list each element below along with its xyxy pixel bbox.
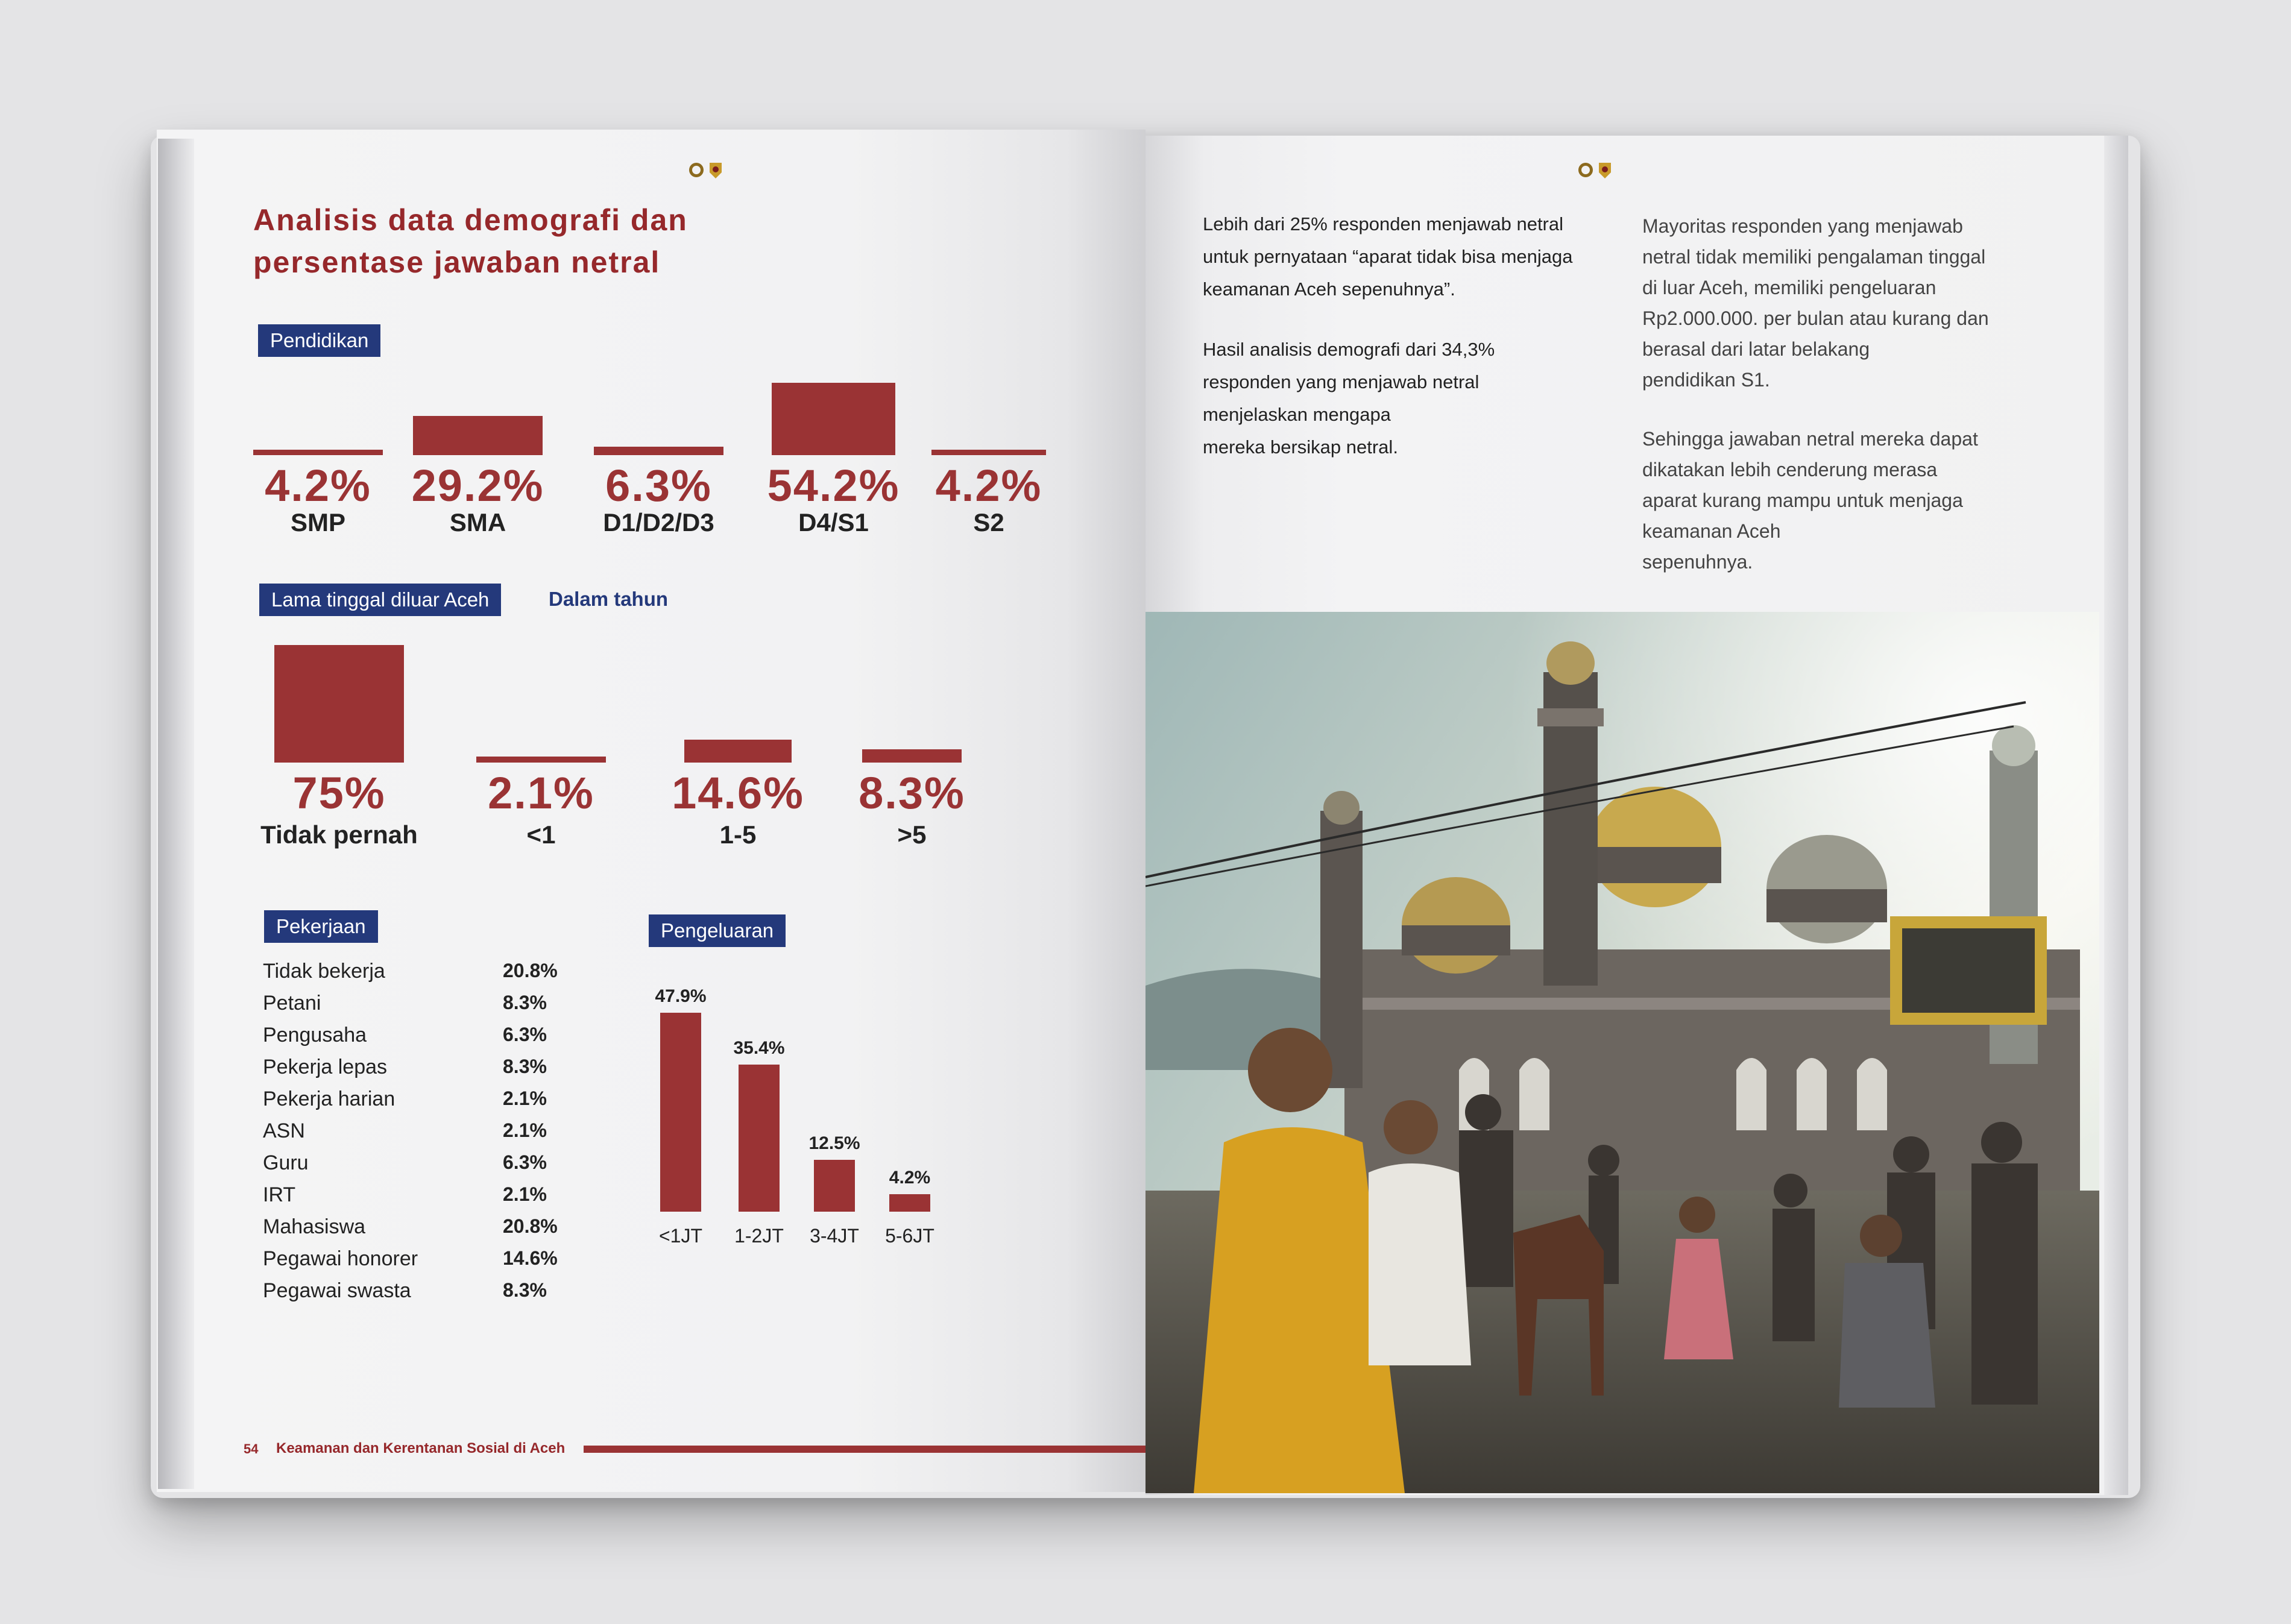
pengeluaran-value-label: 47.9% [655, 986, 707, 1006]
pendidikan-value-label: 6.3% [605, 461, 712, 511]
pendidikan-category-label: D4/S1 [798, 508, 869, 537]
pengeluaran-bar-0 [660, 1013, 701, 1212]
right-col2 [1642, 211, 2076, 578]
text-line: berasal dari latar belakang [1642, 338, 1870, 360]
pengeluaran-category-label: 5-6JT [885, 1225, 934, 1247]
text-line: Mayoritas responden yang menjawab [1642, 215, 1963, 237]
pekerjaan-row-value: 2.1% [503, 1087, 547, 1109]
pekerjaan-row-value: 20.8% [503, 1215, 558, 1237]
lama-tinggal-sublabel: Dalam tahun [549, 588, 669, 610]
text-line: keamanan Aceh [1642, 520, 1781, 542]
pekerjaan-row-label: Guru [263, 1151, 309, 1174]
text-line: menjelaskan mengapa [1203, 404, 1391, 425]
lama-tinggal-value-label: 75% [292, 768, 386, 818]
text-line: responden yang menjawab netral [1203, 371, 1480, 392]
pekerjaan-row-label: Petani [263, 992, 321, 1015]
lama-tinggal-category-label: 1-5 [719, 820, 757, 849]
emblem-icon [1574, 158, 1622, 182]
right-page-edge [2104, 136, 2128, 1495]
mosque-photo [1146, 612, 2099, 1493]
pekerjaan-row-label: ASN [263, 1119, 305, 1142]
pengeluaran-value-label: 35.4% [733, 1038, 785, 1059]
text-line: Lebih dari 25% responden menjawab netral [1203, 213, 1564, 234]
pendidikan-bar-D4/S1 [772, 383, 895, 455]
text-line: di luar Aceh, memiliki pengeluaran [1642, 277, 1936, 298]
text-line: Sehingga jawaban netral mereka dapat [1642, 428, 1978, 450]
pekerjaan-row-value: 2.1% [503, 1119, 547, 1141]
pendidikan-bar-S2 [931, 450, 1046, 455]
pendidikan-label: Pendidikan [258, 324, 380, 357]
page-title [253, 199, 796, 283]
lama-tinggal-bar-2 [684, 740, 792, 763]
text-line: aparat kurang mampu untuk menjaga [1642, 489, 1963, 511]
pekerjaan-label: Pekerjaan [264, 910, 378, 943]
pekerjaan-row-label: Mahasiswa [263, 1215, 366, 1238]
pekerjaan-row-label: Pekerja lepas [263, 1056, 388, 1078]
lama-tinggal-category-label: >5 [897, 820, 927, 849]
pekerjaan-row-label: IRT [263, 1183, 296, 1206]
pengeluaran-value-label: 4.2% [889, 1168, 931, 1188]
pekerjaan-row-label: Pengusaha [263, 1024, 367, 1046]
lama-tinggal-bar-0 [274, 645, 404, 763]
left-page-edge [158, 139, 194, 1489]
header-logo-left [684, 158, 733, 185]
header-logo-right [1574, 158, 1622, 185]
lama-tinggal-category-label: <1 [526, 820, 556, 849]
pengeluaran-label: Pengeluaran [649, 914, 786, 947]
lama-tinggal-chart [260, 633, 1013, 850]
pekerjaan-row-value: 2.1% [503, 1183, 547, 1205]
pekerjaan-row-label: Pegawai honorer [263, 1247, 418, 1270]
col2-paragraph-2 [1642, 424, 2076, 578]
pengeluaran-bar-2 [814, 1160, 855, 1212]
pekerjaan-row-value: 8.3% [503, 992, 547, 1013]
pengeluaran-category-label: 1-2JT [734, 1225, 784, 1247]
pekerjaan-row-label: Pegawai swasta [263, 1279, 411, 1302]
lama-tinggal-value-label: 2.1% [488, 768, 594, 818]
pekerjaan-row-value: 6.3% [503, 1151, 547, 1173]
text-line: keamanan Aceh sepenuhnya”. [1203, 279, 1455, 300]
lama-tinggal-value-label: 14.6% [672, 768, 804, 818]
lama-tinggal-label: Lama tinggal diluar Aceh [259, 584, 501, 616]
lama-tinggal-bar-1 [476, 757, 606, 763]
footer-text: Keamanan dan Kerentanan Sosial di Aceh [276, 1440, 566, 1456]
pendidikan-category-label: SMA [449, 508, 506, 537]
pendidikan-category-label: SMP [290, 508, 345, 537]
pekerjaan-row-value: 8.3% [503, 1279, 547, 1301]
emblem-icon [684, 158, 733, 182]
pendidikan-value-label: 4.2% [935, 461, 1042, 511]
text-line: sepenuhnya. [1642, 551, 1753, 573]
pendidikan-value-label: 29.2% [411, 461, 544, 511]
mosque-scene-illustration [1146, 612, 2099, 1493]
pendidikan-value-label: 54.2% [767, 461, 900, 511]
pendidikan-chart [253, 362, 1061, 543]
pendidikan-value-label: 4.2% [265, 461, 371, 511]
pendidikan-category-label: D1/D2/D3 [603, 508, 714, 537]
pengeluaran-bar-3 [889, 1194, 930, 1212]
title-line-1: Analisis data demografi dan [253, 203, 688, 237]
text-line: Rp2.000.000. per bulan atau kurang dan [1642, 307, 1989, 329]
col1-paragraph-2 [1203, 333, 1625, 464]
pendidikan-bar-SMP [253, 450, 383, 455]
lama-tinggal-value-label: 8.3% [859, 768, 965, 818]
text-line: untuk pernyataan “aparat tidak bisa menjaga [1203, 246, 1573, 267]
page-number: 54 [244, 1441, 259, 1456]
pekerjaan-row-value: 6.3% [503, 1024, 547, 1045]
text-line: Hasil analisis demografi dari 34,3% [1203, 339, 1495, 360]
pekerjaan-row-label: Tidak bekerja [263, 960, 385, 983]
pekerjaan-row-value: 8.3% [503, 1056, 547, 1077]
text-line: netral tidak memiliki pengalaman tinggal [1642, 246, 1986, 268]
lama-tinggal-category-label: Tidak pernah [260, 820, 418, 849]
right-col1 [1203, 208, 1625, 464]
pekerjaan-row-value: 14.6% [503, 1247, 558, 1269]
lama-tinggal-bar-3 [862, 749, 962, 763]
pengeluaran-category-label: <1JT [658, 1225, 703, 1247]
title-line-2: persentase jawaban netral [253, 245, 661, 279]
col2-paragraph-1 [1642, 211, 2076, 395]
pendidikan-bar-SMA [413, 416, 543, 455]
pengeluaran-bar-1 [739, 1065, 780, 1212]
pekerjaan-row-label: Pekerja harian [263, 1087, 395, 1110]
pendidikan-category-label: S2 [973, 508, 1004, 537]
text-line: dikatakan lebih cenderung merasa [1642, 459, 1938, 480]
text-line: mereka bersikap netral. [1203, 436, 1398, 458]
text-line: pendidikan S1. [1642, 369, 1770, 391]
pekerjaan-row-value: 20.8% [503, 960, 558, 981]
footer-rule [584, 1446, 1146, 1453]
pengeluaran-chart [651, 965, 965, 1254]
pengeluaran-category-label: 3-4JT [810, 1225, 859, 1247]
pendidikan-bar-D1/D2/D3 [594, 447, 723, 455]
col1-paragraph-1 [1203, 208, 1625, 306]
pengeluaran-value-label: 12.5% [808, 1133, 860, 1153]
